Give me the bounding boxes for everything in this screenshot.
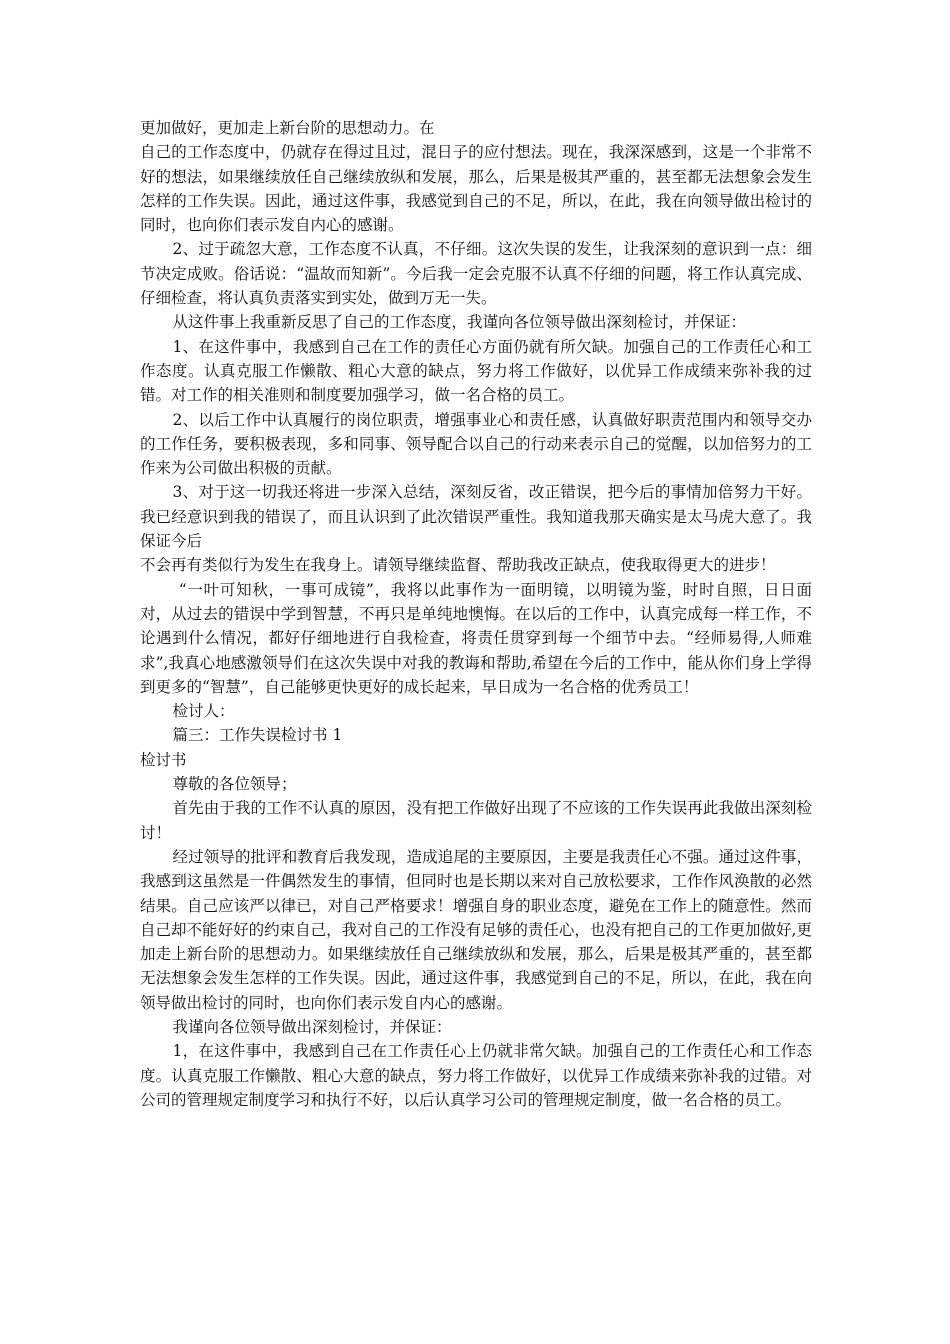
paragraph: 从这件事上我重新反思了自己的工作态度，我谨向各位领导做出深刻检讨，并保证： [172, 313, 747, 332]
paragraph: 我谨向各位领导做出深刻检讨，并保证： [172, 1017, 452, 1036]
signature-line: 检讨人： [172, 702, 235, 721]
paragraph: 更加做好，更加走上新台阶的思想动力。在 [140, 119, 435, 137]
paragraph: 首先由于我的工作不认真的原因，没有把工作做好出现了不应该的工作失误再此我做出深刻检讨！ [140, 799, 812, 842]
document-body [140, 116, 812, 1112]
paragraph: 不会再有类似行为发生在我身上。请领导继续监督、帮助我改正缺点，使我取得更大的进步！ [140, 556, 776, 575]
paragraph: 1、在这件事中，我感到自己在工作的责任心方面仍就有所欠缺。加强自己的工作责任心和工作态度。认真克服工作懒散、粗心大意的缺点，努力将工作做好，以优异工作成绩来弥补我的过错。对工作的相关准则和制度要加强学习，做一名合格的员工。 [140, 337, 812, 405]
paragraph: 2、过于疏忽大意，工作态度不认真，不仔细。这次失误的发生，让我深刻的意识到一点：细节决定成败。俗话说：“温故而知新”。今后我一定会克服不认真不仔细的问题，将工作认真完成、仔细检查，将认真负责落实到实处，做到万无一失。 [140, 240, 812, 308]
paragraph: 1，在这件事中，我感到自己在工作责任心上仍就非常欠缺。加强自己的工作责任心和工作态度。认真克服工作懒散、粗心大意的缺点，努力将工作做好，以优异工作成绩来弥补我的过错。对公司的管理规定制度学习和执行不好，以后认真学习公司的管理规定制度，做一名合格的员工。 [140, 1042, 812, 1109]
paragraph: 自己的工作态度中，仍就存在得过且过，混日子的应付想法。现在，我深深感到，这是一个非常不好的想法，如果继续放任自己继续放纵和发展，那么，后果是极其严重的，甚至都无法想象会发生怎样的工作失误。因此，通过这件事，我感觉到自己的不足，所以，在此，我在向领导做出检讨的同时，也向你们表示发自内心的感谢。 [140, 143, 812, 235]
paragraph: “一叶可知秋，一事可成镜”，我将以此事作为一面明镜，以明镜为鉴，时时自照，日日面对，从过去的错误中学到智慧，不再只是单纯地懊悔。在以后的工作中，认真完成每一样工作，不论遇到什么情况，都好仔细地进行自我检查，将责任贯穿到每一个细节中去。“经师易得,人师难求”,我真心地感激领导们在这次失误中对我的教诲和帮助,希望在今后的工作中，能从你们身上学得到更多的“智慧”，自己能够更快更好的成长起来，早日成为一名合格的优秀员工！ [140, 580, 812, 696]
paragraph: 3、对于这一切我还将进一步深入总结，深刻反省，改正错误，把今后的事情加倍努力干好。我已经意识到我的错误了，而且认识到了此次错误严重性。我知道我那天确实是太马虎大意了。我保证今后 [140, 483, 812, 551]
paragraph: 经过领导的批评和教育后我发现，造成追尾的主要原因，主要是我责任心不强。通过这件事，我感到这虽然是一件偶然发生的事情，但同时也是长期以来对自己放松要求，工作作风涣散的必然结果。自己应该严以律已，对自己严格要求！增强自身的职业态度，避免在工作上的随意性。然而自己却不能好好的约束自己，我对自己的工作没有足够的责任心，也没有把自己的工作更加做好,更加走上新台阶的思想动力。如果继续放任自己继续放纵和发展，那么，后果是极其严重的，甚至都无法想象会发生怎样的工作失误。因此，通过这件事，我感觉到自己的不足，所以，在此，我在向领导做出检讨的同时，也向你们表示发自内心的感谢。 [140, 847, 812, 1012]
section-heading: 篇三：工作失误检讨书 1 [172, 726, 343, 745]
document-title: 检讨书 [140, 750, 187, 769]
paragraph: 2、以后工作中认真履行的岗位职责，增强事业心和责任感，认真做好职责范围内和领导交办的工作任务，要积极表现，多和同事、领导配合以自己的行动来表示自己的觉醒，以加倍努力的工作来为公司做出积极的贡献。 [140, 410, 812, 478]
salutation: 尊敬的各位领导； [172, 775, 297, 794]
